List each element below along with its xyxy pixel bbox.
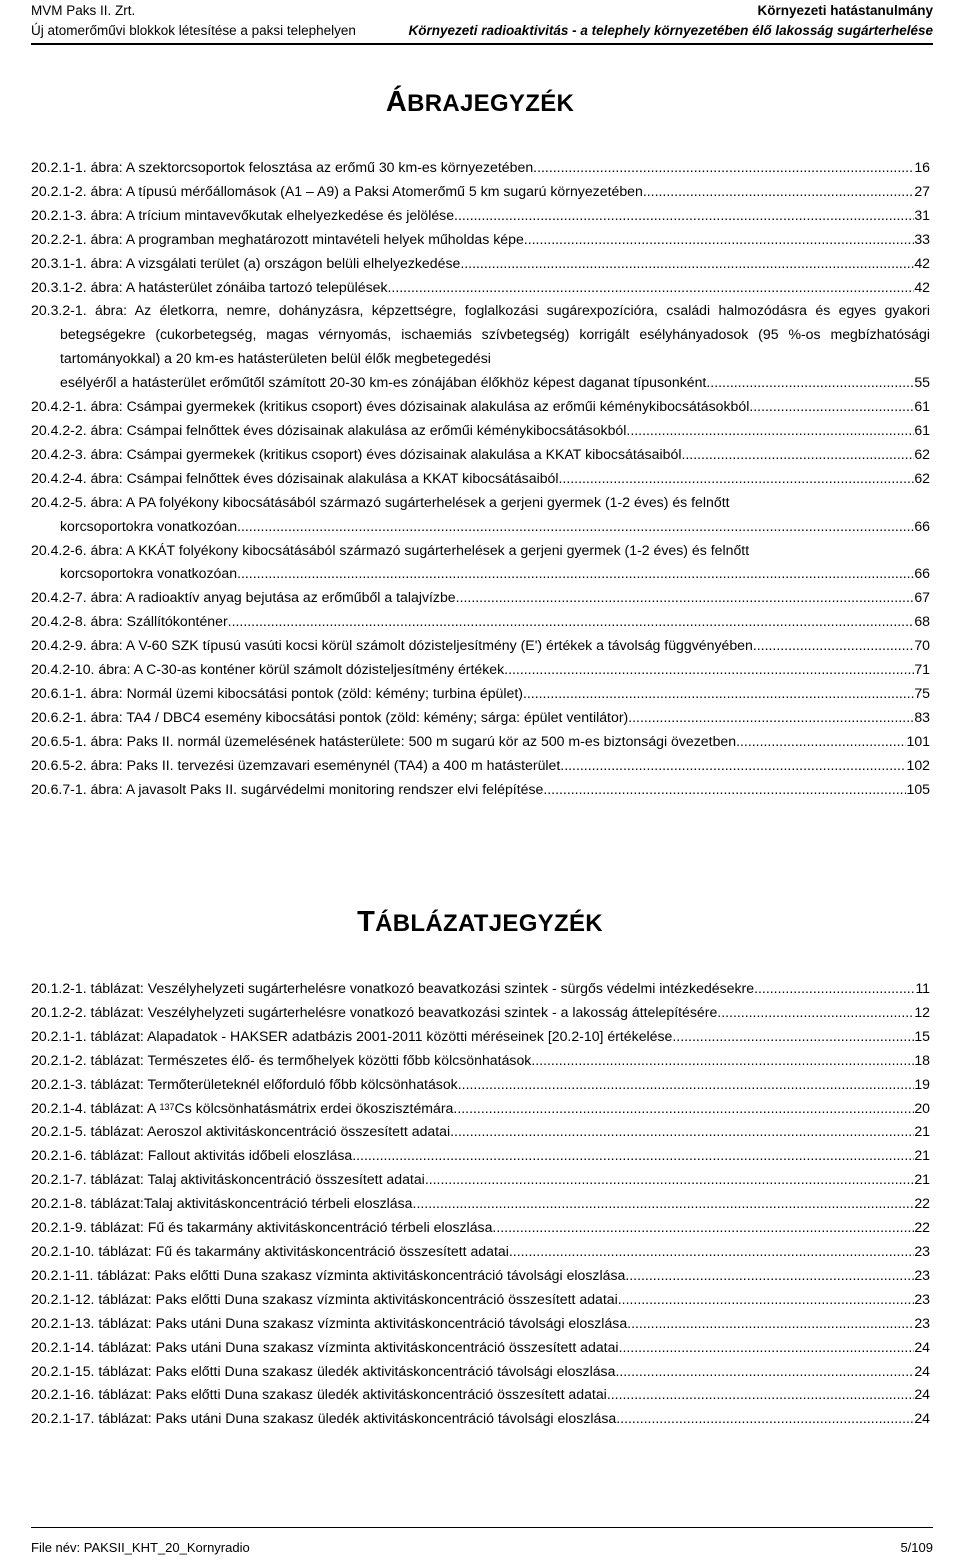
tables-list xyxy=(31,977,930,1431)
dot-leader xyxy=(607,1383,914,1407)
figure-entry-page: 68 xyxy=(914,613,930,630)
figure-entry-text: 20.2.1-3. ábra: A trícium mintavevőkutak elhelyezkedése és jelölése xyxy=(31,206,455,223)
table-entry-text: 20.2.1-15. táblázat: Paks előtti Duna szakasz üledék aktivitáskoncentráció távolsági eloszlása xyxy=(31,1362,616,1379)
figure-entry[interactable] xyxy=(31,730,930,754)
figure-entry[interactable] xyxy=(31,156,930,180)
dot-leader xyxy=(749,395,914,419)
figure-entry-text: 20.4.2-6. ábra: A KKÁT folyékony kibocsátásából származó sugárterhelések a gerjeni gyermek (1-2 éves) és felnőtt xyxy=(31,541,750,558)
table-entry-text: 20.2.1-12. táblázat: Paks előtti Duna szakasz vízminta aktivitáskoncentráció összesített adatai xyxy=(31,1290,618,1307)
figure-entry-page: 55 xyxy=(914,374,930,391)
table-entry-page: 18 xyxy=(914,1051,930,1068)
tables-title-rest: ÁBLÁZATJEGYZÉK xyxy=(375,910,603,937)
header-rule xyxy=(31,43,933,45)
figure-entry-text: 20.4.2-1. ábra: Csámpai gyermekek (kritikus csoport) éves dózisainak alakulása az erőműi kéménykibocsátásokból xyxy=(31,398,750,415)
table-entry[interactable] xyxy=(31,1360,930,1384)
header-document-type: Környezeti hatástanulmány xyxy=(757,3,933,18)
figure-entry-page: 83 xyxy=(914,708,930,725)
dot-leader xyxy=(626,419,914,443)
dot-leader xyxy=(560,754,906,778)
figures-list-title xyxy=(0,86,960,119)
figure-entry[interactable] xyxy=(31,299,930,395)
dot-leader xyxy=(450,1120,914,1144)
table-entry[interactable] xyxy=(31,1383,930,1407)
figures-title-rest: BRAJEGYZÉK xyxy=(407,90,575,117)
table-entry[interactable] xyxy=(31,1407,930,1431)
figure-entry-continuation: korcsoportokra vonatkozóan xyxy=(60,517,238,534)
table-entry-text: 20.2.1-10. táblázat: Fű és takarmány aktivitáskoncentráció összesített adatai xyxy=(31,1242,509,1259)
tables-title-cap: T xyxy=(357,906,376,938)
table-entry[interactable] xyxy=(31,1288,930,1312)
figure-entry-page: 75 xyxy=(914,684,930,701)
figure-entry-text: 20.4.2-5. ábra: A PA folyékony kibocsátásából származó sugárterhelések a gerjeni gyermek (1-2 éves) és felnőtt xyxy=(31,493,730,510)
dot-leader xyxy=(425,1168,915,1192)
figure-entry-page: 66 xyxy=(914,565,930,582)
figure-entry[interactable] xyxy=(31,491,930,539)
dot-leader xyxy=(754,977,915,1001)
figure-entry-text: 20.4.2-3. ábra: Csámpai gyermekek (kritikus csoport) éves dózisainak alakulása a KKAT kibocsátásaiból xyxy=(31,445,682,462)
figure-entry-text: 20.6.2-1. ábra: TA4 / DBC4 esemény kibocsátási pontok (zöld: kémény; sárga: épület ventilátor) xyxy=(31,708,629,725)
header-chapter: Környezeti radioaktivitás - a telephely környezetében élő lakosság sugárterhelése xyxy=(408,23,933,38)
figure-entry[interactable] xyxy=(31,539,930,587)
figure-entry-text: 20.4.2-9. ábra: A V-60 SZK típusú vasúti kocsi körül számolt dózisteljesítmény (E') értékek a távolság függvényében xyxy=(31,637,753,654)
table-entry-text: 20.2.1-3. táblázat: Termőterületeknél előforduló főbb kölcsönhatások xyxy=(31,1075,458,1092)
table-entry[interactable] xyxy=(31,1001,930,1025)
figure-entry-text: 20.4.2-7. ábra: A radioaktív anyag bejutása az erőműből a talajvízbe xyxy=(31,589,456,606)
figure-entry-text: 20.4.2-10. ábra: A C-30-as konténer körül számolt dózisteljesítmény értékek xyxy=(31,661,505,678)
superscript-isotope: 137 xyxy=(159,1101,175,1112)
table-entry[interactable] xyxy=(31,1144,930,1168)
dot-leader xyxy=(504,658,914,682)
dot-leader xyxy=(533,156,914,180)
figure-entry[interactable] xyxy=(31,706,930,730)
dot-leader xyxy=(453,1097,914,1121)
table-entry[interactable] xyxy=(31,1097,930,1121)
figure-entry-page: 27 xyxy=(914,182,930,199)
page-footer xyxy=(31,1527,933,1555)
header-project: Új atomerőművi blokkok létesítése a paksi telephelyen xyxy=(31,23,356,38)
table-entry-page: 19 xyxy=(914,1075,930,1092)
figure-entry-text: 20.3.1-2. ábra: A hatásterület zónáiba tartozó települések xyxy=(31,278,388,295)
table-entry-page: 24 xyxy=(914,1362,930,1379)
dot-leader xyxy=(509,1240,914,1264)
dot-leader xyxy=(237,515,914,539)
table-entry-page: 21 xyxy=(914,1123,930,1140)
table-entry-page: 23 xyxy=(914,1242,930,1259)
table-entry-page: 15 xyxy=(914,1027,930,1044)
figure-entry-page: 16 xyxy=(914,159,930,175)
tables-list-title xyxy=(0,906,960,939)
dot-leader xyxy=(681,443,914,467)
dot-leader xyxy=(619,1336,915,1360)
table-entry-text: 20.2.1-9. táblázat: Fű és takarmány aktivitáskoncentráció térbeli eloszlása xyxy=(31,1219,493,1236)
footer-page-number: 5/109 xyxy=(900,1540,933,1555)
table-entry-text: 20.2.1-13. táblázat: Paks utáni Duna szakasz vízminta aktivitáskoncentráció távolsági eloszlása xyxy=(31,1314,628,1331)
figure-entry-page: 66 xyxy=(914,517,930,534)
header-company: MVM Paks II. Zrt. xyxy=(31,3,136,18)
figure-entry-text: 20.3.1-1. ábra: A vizsgálati terület (a) országon belüli elhelyezkedése xyxy=(31,254,461,271)
dot-leader xyxy=(523,682,914,706)
table-entry-page: 22 xyxy=(914,1219,930,1236)
figure-entry-continuation-line xyxy=(31,562,930,586)
table-entry-page: 20 xyxy=(914,1099,930,1116)
figure-entry-continuation-line xyxy=(31,515,930,539)
dot-leader xyxy=(456,586,915,610)
table-entry-text: 20.2.1-6. táblázat: Fallout aktivitás időbeli eloszlása xyxy=(31,1147,353,1164)
table-entry-text: 20.2.1-14. táblázat: Paks utáni Duna szakasz vízminta aktivitáskoncentráció összesített adatai xyxy=(31,1338,619,1355)
table-entry[interactable] xyxy=(31,1216,930,1240)
dot-leader xyxy=(413,1192,915,1216)
figure-entry[interactable] xyxy=(31,778,930,802)
figure-entry-page: 67 xyxy=(914,589,930,606)
figure-entry[interactable] xyxy=(31,467,930,491)
figure-entry-text: 20.4.2-2. ábra: Csámpai felnőttek éves dózisainak alakulása az erőműi kéménykibocsátásokból xyxy=(31,421,627,438)
figure-entry[interactable] xyxy=(31,419,930,443)
table-entry-text: 20.2.1-11. táblázat: Paks előtti Duna szakasz vízminta aktivitáskoncentráció távolsági eloszlása xyxy=(31,1266,626,1283)
figure-entry-text: 20.6.5-2. ábra: Paks II. tervezési üzemzavari eseménynél (TA4) a 400 m hatásterület xyxy=(31,756,561,773)
dot-leader xyxy=(524,228,915,252)
figure-entry[interactable] xyxy=(31,682,930,706)
table-entry-text: 20.2.1-8. táblázat:Talaj aktivitáskoncentráció térbeli eloszlása xyxy=(31,1195,413,1212)
table-entry-text: 20.2.1-17. táblázat: Paks utáni Duna szakasz üledék aktivitáskoncentráció távolsági eloszlása xyxy=(31,1410,617,1427)
table-entry-text: 20.2.1-2. táblázat: Természetes élő- és termőhelyek közötti főbb kölcsönhatások xyxy=(31,1051,532,1068)
dot-leader xyxy=(616,1407,914,1431)
table-entry-text: 20.2.1-5. táblázat: Aeroszol aktivitáskoncentráció összesített adatai xyxy=(31,1123,451,1140)
figure-entry-page: 62 xyxy=(914,469,930,486)
table-entry-page: 12 xyxy=(914,1003,930,1020)
table-entry-text-after: Cs kölcsönhatásmátrix erdei ökoszisztémára xyxy=(174,1099,454,1116)
dot-leader xyxy=(458,1073,915,1097)
figure-entry-text: 20.2.1-2. ábra: A típusú mérőállomások (A1 – A9) a Paksi Atomerőmű 5 km sugarú környezetében xyxy=(31,182,643,199)
table-entry[interactable] xyxy=(31,1025,930,1049)
figure-entry-continuation: esélyéről a hatásterület erőműtől számított 20-30 km-es zónájában élőkhöz képest daganat típusonként xyxy=(60,374,707,391)
dot-leader xyxy=(543,778,906,802)
table-entry-text: 20.2.1-7. táblázat: Talaj aktivitáskoncentráció összesített adatai xyxy=(31,1171,425,1188)
figure-entry-page: 61 xyxy=(914,421,930,438)
figure-entry-page: 31 xyxy=(914,206,930,223)
figure-entry[interactable] xyxy=(31,754,930,778)
figures-list xyxy=(31,156,930,801)
dot-leader xyxy=(352,1144,914,1168)
dot-leader xyxy=(717,1001,914,1025)
figure-entry[interactable] xyxy=(31,634,930,658)
figure-entry-text: 20.6.5-1. ábra: Paks II. normál üzemelésének hatásterülete: 500 m sugarú kör az 500 m-es biztonsági övezetben xyxy=(31,732,737,749)
footer-file-name: File név: PAKSII_KHT_20_Kornyradio xyxy=(31,1540,250,1555)
figure-entry[interactable] xyxy=(31,252,930,276)
table-entry[interactable] xyxy=(31,1240,930,1264)
figure-entry[interactable] xyxy=(31,586,930,610)
figure-entry-text: 20.2.2-1. ábra: A programban meghatározott mintavételi helyek műholdas képe xyxy=(31,230,524,247)
table-entry-page: 21 xyxy=(914,1147,930,1164)
table-entry-text xyxy=(31,1097,453,1121)
figure-entry-page: 105 xyxy=(906,780,930,797)
figure-entry-continuation: korcsoportokra vonatkozóan xyxy=(60,565,238,582)
figure-entry-page: 102 xyxy=(906,756,930,773)
dot-leader xyxy=(625,1264,914,1288)
dot-leader xyxy=(672,1025,914,1049)
figure-entry-continuation-line xyxy=(31,371,930,395)
table-entry-page: 22 xyxy=(914,1195,930,1212)
figure-entry-page: 70 xyxy=(914,637,930,654)
dot-leader xyxy=(736,730,906,754)
dot-leader xyxy=(628,706,914,730)
figure-entry[interactable] xyxy=(31,180,930,204)
table-entry-text: 20.1.2-2. táblázat: Veszélyhelyzeti sugárterhelésre vonatkozó beavatkozási szintek - a lakosság áttelepítésére xyxy=(31,1003,718,1020)
figure-entry-page: 42 xyxy=(914,278,930,295)
table-entry-text: 20.2.1-16. táblázat: Paks előtti Duna szakasz üledék aktivitáskoncentráció összesített adatai xyxy=(31,1386,607,1403)
figure-entry[interactable] xyxy=(31,228,930,252)
dot-leader xyxy=(460,252,914,276)
table-entry-page: 24 xyxy=(914,1338,930,1355)
dot-leader xyxy=(627,1312,914,1336)
table-entry-page: 23 xyxy=(914,1290,930,1307)
figure-entry-text: 20.2.1-1. ábra: A szektorcsoportok felosztása az erőmű 30 km-es környezetében xyxy=(31,159,534,175)
figure-entry-text: 20.4.2-4. ábra: Csámpai felnőttek éves dózisainak alakulása a KKAT kibocsátásaiból xyxy=(31,469,559,486)
table-entry[interactable] xyxy=(31,977,930,1001)
dot-leader xyxy=(643,180,914,204)
figure-entry-text: 20.6.1-1. ábra: Normál üzemi kibocsátási pontok (zöld: kémény; turbina épület) xyxy=(31,684,523,701)
page-header xyxy=(31,0,933,44)
dot-leader xyxy=(492,1216,914,1240)
dot-leader xyxy=(531,1049,914,1073)
figure-entry-page: 71 xyxy=(914,661,930,678)
dot-leader xyxy=(228,610,915,634)
table-entry[interactable] xyxy=(31,1192,930,1216)
figure-entry-text: 20.6.7-1. ábra: A javasolt Paks II. sugárvédelmi monitoring rendszer elvi felépítése xyxy=(31,780,544,797)
figure-entry[interactable] xyxy=(31,658,930,682)
figure-entry[interactable] xyxy=(31,276,930,300)
figure-entry-page: 62 xyxy=(914,445,930,462)
figure-entry-page: 33 xyxy=(914,230,930,247)
table-entry[interactable] xyxy=(31,1049,930,1073)
table-entry-page: 23 xyxy=(914,1314,930,1331)
table-entry[interactable] xyxy=(31,1336,930,1360)
dot-leader xyxy=(753,634,914,658)
figure-entry[interactable] xyxy=(31,204,930,228)
figure-entry[interactable] xyxy=(31,610,930,634)
figure-entry-text: 20.3.2-1. ábra: Az életkorra, nemre, dohányzásra, képzettségre, foglalkozási sugárexpozícióra, családi halmozódásra és egyes gyakori betegségekre (cukorbetegség, magas vérnyomás, ischaemiás szívbetegség) korrigált esélyhányadosok (95 %-os megbízhatósági tartományokkal) a 20 km-es hatásterületen belül élők megbetegedési xyxy=(31,302,930,367)
table-entry[interactable] xyxy=(31,1168,930,1192)
dot-leader xyxy=(618,1288,915,1312)
dot-leader xyxy=(615,1360,914,1384)
figure-entry[interactable] xyxy=(31,443,930,467)
dot-leader xyxy=(388,276,915,300)
figure-entry-page: 101 xyxy=(906,732,930,749)
figure-entry-page: 42 xyxy=(914,254,930,271)
table-entry-page: 21 xyxy=(914,1171,930,1188)
table-entry[interactable] xyxy=(31,1120,930,1144)
table-entry-page: 24 xyxy=(914,1386,930,1403)
dot-leader xyxy=(706,371,914,395)
figure-entry-page: 61 xyxy=(914,398,930,415)
dot-leader xyxy=(454,204,914,228)
figure-entry-text: 20.4.2-8. ábra: Szállítókonténer xyxy=(31,613,228,630)
dot-leader xyxy=(559,467,915,491)
table-entry-text-before: 20.2.1-4. táblázat: A xyxy=(31,1099,160,1116)
dot-leader xyxy=(237,562,914,586)
table-entry[interactable] xyxy=(31,1264,930,1288)
table-entry-text: 20.1.2-1. táblázat: Veszélyhelyzeti sugárterhelésre vonatkozó beavatkozási szintek - sürgős védelmi intézkedésekre xyxy=(31,980,755,996)
figures-title-cap: Á xyxy=(385,86,408,118)
figure-entry[interactable] xyxy=(31,395,930,419)
table-entry[interactable] xyxy=(31,1312,930,1336)
table-entry-page: 23 xyxy=(914,1266,930,1283)
table-entry[interactable] xyxy=(31,1073,930,1097)
table-entry-page: 11 xyxy=(915,980,930,996)
table-entry-page: 24 xyxy=(914,1410,930,1427)
table-entry-text: 20.2.1-1. táblázat: Alapadatok - HAKSER adatbázis 2001-2011 közötti méréseinek [20.2-10] értékelése xyxy=(31,1027,673,1044)
